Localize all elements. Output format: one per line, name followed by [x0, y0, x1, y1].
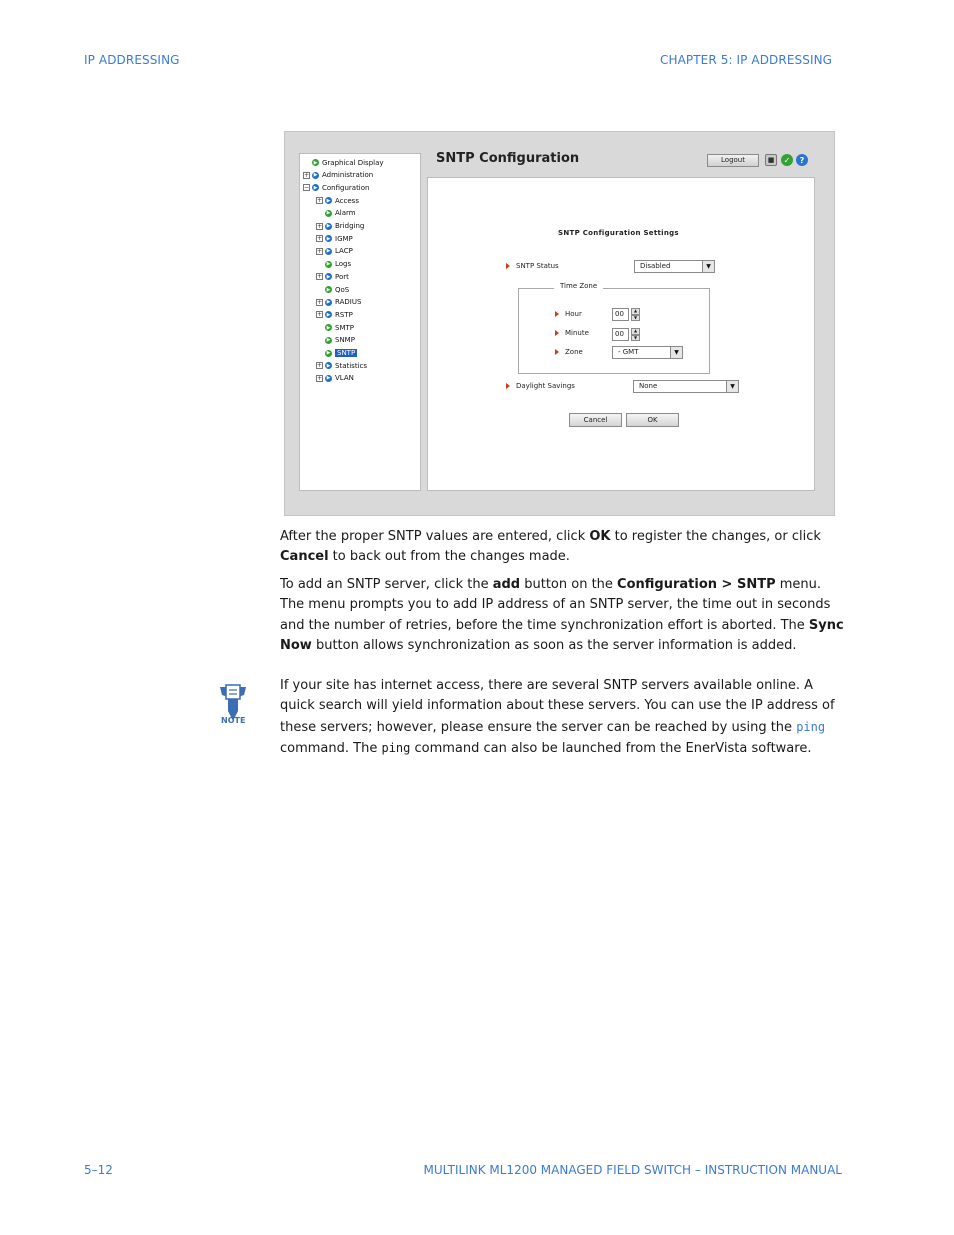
- running-footer: MULTILINK ML1200 MANAGED FIELD SWITCH – INSTRUCTION MANUAL: [423, 1163, 842, 1177]
- tree-item-label: Bridging: [335, 222, 365, 230]
- expand-icon[interactable]: +: [317, 374, 323, 382]
- cancel-button[interactable]: Cancel: [569, 413, 622, 427]
- chevron-down-icon: ▼: [670, 347, 682, 358]
- tree-item-label: RADIUS: [335, 298, 362, 307]
- note-paragraph: If your site has internet access, there are several SNTP servers available online. A quick search will yield information about these servers. You can use the IP address of these servers; however, please ensure the server can be reached by using the ping command. The ping command can also be launched from the EnerVista software.: [280, 678, 835, 756]
- hour-field[interactable]: 00: [612, 308, 629, 321]
- sntp-screenshot: [284, 131, 835, 516]
- arrow-right-icon: [555, 311, 559, 317]
- sntp-status-select[interactable]: Disabled ▼: [634, 260, 715, 273]
- tree-item[interactable]: [316, 208, 356, 219]
- refresh-icon[interactable]: ✓: [781, 154, 793, 166]
- tree-item[interactable]: [316, 309, 353, 320]
- tree-item-label: QoS: [335, 285, 350, 294]
- chevron-down-icon: ▼: [726, 381, 738, 392]
- folder-node-icon: ▶: [326, 235, 331, 242]
- minute-stepper[interactable]: [631, 328, 640, 341]
- time-zone-legend: Time Zone: [554, 282, 603, 290]
- paragraph-add-server: To add an SNTP server, click the add button on the Configuration > SNTP menu. The menu prompts you to add IP address of an SNTP server, the time out in seconds and the number of retries, before the time synchronization effort is aborted. The Sync Now button allows synchronization as soon as the server information is added.: [280, 577, 844, 653]
- tree-item[interactable]: [316, 297, 361, 308]
- tree-item-label: Access: [335, 196, 359, 205]
- tree-item-label: Port: [335, 272, 349, 281]
- folder-node-icon: ▶: [313, 184, 318, 191]
- tree-item[interactable]: [316, 246, 353, 257]
- folder-node-icon: ▶: [326, 223, 331, 229]
- page-node-icon: ▶: [313, 159, 318, 166]
- hour-label: Hour: [555, 310, 582, 318]
- tree-item-label: Statistics: [335, 361, 367, 370]
- expand-icon[interactable]: +: [317, 298, 323, 306]
- tree-item-label: SNTP: [337, 349, 356, 357]
- expand-icon[interactable]: +: [304, 171, 310, 179]
- content-panel: [427, 177, 815, 491]
- tree-item[interactable]: [316, 259, 351, 270]
- page-number: 5–12: [84, 1163, 113, 1177]
- page-node-icon: ▶: [326, 210, 331, 217]
- page-node-icon: ▶: [326, 350, 331, 356]
- minute-field[interactable]: 00: [612, 328, 629, 341]
- page-node-icon: ▶: [326, 286, 331, 293]
- section-title: SNTP Configuration Settings: [558, 229, 679, 237]
- stepper-up-icon[interactable]: ▲: [631, 308, 640, 315]
- running-header-left: IP ADDRESSING: [84, 53, 180, 67]
- spacer: [316, 261, 323, 268]
- folder-node-icon: ▶: [326, 197, 331, 204]
- folder-node-icon: ▶: [326, 362, 331, 369]
- tree-item[interactable]: [316, 360, 367, 371]
- spacer: [316, 350, 323, 357]
- tree-item[interactable]: [316, 335, 355, 346]
- note-label: NOTE: [221, 716, 246, 725]
- arrow-right-icon: [506, 263, 510, 269]
- tree-item[interactable]: [316, 221, 364, 232]
- daylight-savings-label: Daylight Savings: [506, 382, 575, 390]
- folder-node-icon: ▶: [326, 311, 331, 318]
- ping-command: ping: [381, 740, 411, 755]
- zone-select[interactable]: - GMT ▼: [612, 346, 683, 359]
- spacer: [316, 210, 323, 217]
- arrow-right-icon: [555, 330, 559, 336]
- arrow-right-icon: [555, 349, 559, 355]
- arrow-right-icon: [506, 383, 510, 389]
- folder-node-icon: ▶: [326, 299, 331, 306]
- expand-icon[interactable]: +: [317, 362, 323, 370]
- tree-item[interactable]: [316, 233, 353, 244]
- tree-item[interactable]: [303, 182, 369, 193]
- logout-button[interactable]: Logout: [707, 154, 759, 167]
- paragraph-ok-cancel: After the proper SNTP values are entered, click OK to register the changes, or click Cancel to back out from the changes made.: [280, 529, 821, 565]
- tree-item[interactable]: [316, 195, 359, 206]
- spacer: [316, 337, 323, 344]
- chevron-down-icon: ▼: [702, 261, 714, 272]
- spacer: [303, 159, 310, 166]
- tree-item-label: Graphical Display: [322, 158, 384, 167]
- stepper-up-icon[interactable]: ▲: [631, 328, 640, 335]
- folder-node-icon: ▶: [326, 375, 331, 382]
- tree-item[interactable]: [316, 271, 349, 282]
- expand-icon[interactable]: +: [317, 247, 323, 255]
- zone-label: Zone: [555, 348, 583, 356]
- ping-command-link[interactable]: ping: [796, 719, 826, 734]
- tree-item[interactable]: [316, 348, 357, 359]
- collapse-icon[interactable]: −: [304, 184, 310, 192]
- tree-item[interactable]: [316, 322, 354, 333]
- tree-item-label: Alarm: [335, 209, 356, 218]
- save-icon[interactable]: ■: [765, 154, 777, 166]
- page-node-icon: ▶: [326, 324, 331, 331]
- page-title: SNTP Configuration: [436, 151, 580, 166]
- spacer: [316, 286, 323, 293]
- sntp-status-label: SNTP Status: [506, 262, 559, 270]
- tree-item-label: LACP: [335, 247, 353, 256]
- tree-item[interactable]: [316, 284, 349, 295]
- expand-icon[interactable]: +: [317, 235, 323, 243]
- tree-item[interactable]: [303, 170, 373, 181]
- page-node-icon: ▶: [326, 261, 331, 268]
- navigation-tree: [299, 153, 421, 491]
- tree-item-label: SMTP: [335, 323, 354, 332]
- folder-node-icon: ▶: [326, 248, 331, 255]
- running-header-right: CHAPTER 5: IP ADDRESSING: [660, 53, 833, 67]
- minute-label: Minute: [555, 329, 589, 337]
- help-icon[interactable]: ?: [796, 154, 808, 166]
- tree-item-label: SNMP: [335, 336, 355, 345]
- tree-item[interactable]: [303, 157, 384, 168]
- tree-item-label: Logs: [335, 260, 352, 269]
- expand-icon[interactable]: +: [317, 273, 323, 281]
- folder-node-icon: ▶: [313, 172, 318, 179]
- stepper-down-icon[interactable]: ▼: [631, 335, 640, 342]
- folder-node-icon: ▶: [326, 273, 331, 280]
- page-node-icon: ▶: [326, 337, 331, 344]
- expand-icon[interactable]: +: [317, 197, 323, 205]
- stepper-down-icon[interactable]: ▼: [631, 315, 640, 322]
- tree-item-label: Administration: [322, 171, 374, 180]
- tree-item-label: VLAN: [335, 374, 354, 383]
- tree-item-label: IGMP: [335, 234, 353, 243]
- spacer: [316, 324, 323, 331]
- expand-icon[interactable]: +: [317, 222, 323, 230]
- tree-item-label: RSTP: [335, 310, 353, 319]
- expand-icon[interactable]: +: [317, 311, 323, 319]
- ok-button[interactable]: OK: [626, 413, 679, 427]
- tree-item[interactable]: [316, 373, 354, 384]
- daylight-savings-select[interactable]: None ▼: [633, 380, 739, 393]
- hour-stepper[interactable]: [631, 308, 640, 321]
- tree-item-label: Configuration: [322, 183, 370, 192]
